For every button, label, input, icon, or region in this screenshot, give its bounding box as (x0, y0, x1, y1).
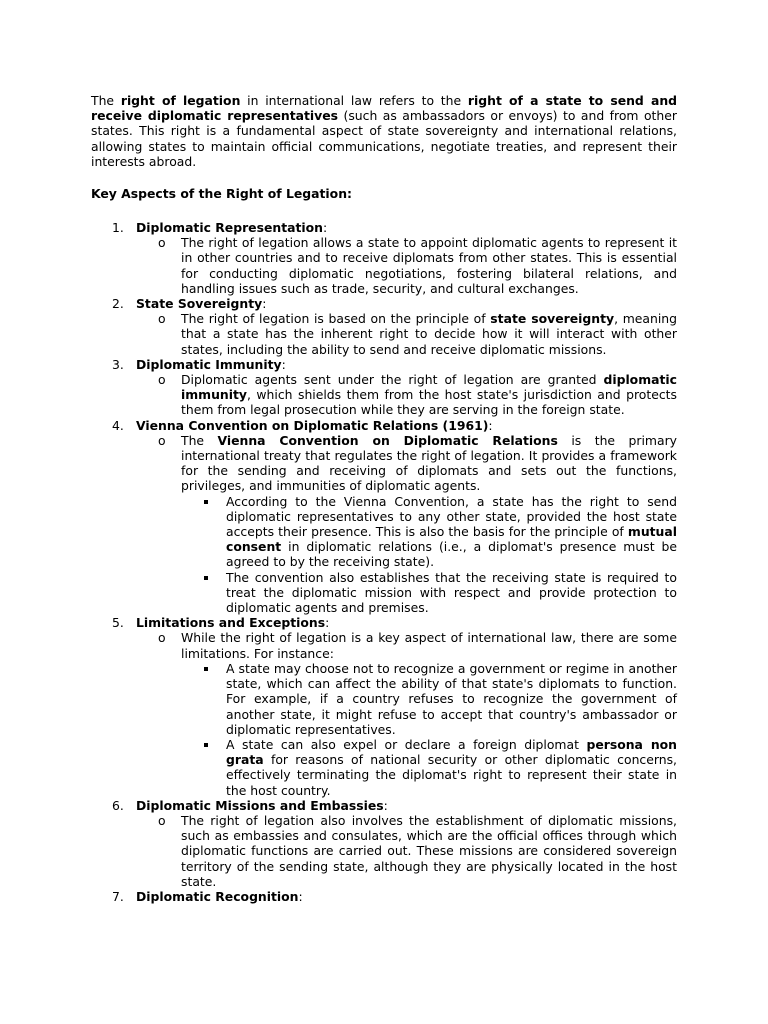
item-colon: : (383, 797, 388, 813)
sub-item-text: The right of legation is based on the principle of (181, 311, 491, 327)
item-colon: : (281, 356, 286, 372)
item-title: Vienna Convention on Diplomatic Relations (1961) (136, 417, 489, 433)
circle-bullet-icon: o (158, 432, 166, 448)
item-colon: : (262, 296, 267, 312)
sub-item (136, 372, 677, 418)
item-number: 7. (112, 888, 124, 904)
sub-item-text: The right of legation allows a state to appoint diplomatic agents to represent it in other countries and to receive diplomats from other states. This is essential for conducting diplomatic negotiations, fostering bilateral relations, and handling issues such as trade, security, and cultural exchanges. (181, 235, 677, 296)
sub-sub-item-text: According to the Vienna Convention, a state has the right to send diplomatic representatives to any other state, provided the host state accepts their presence. This is also the basis for the principle of (226, 493, 677, 540)
square-bullet-icon (204, 500, 208, 504)
intro-text: The (91, 93, 121, 108)
sub-item (136, 630, 677, 797)
intro-text: in international law refers to the (240, 93, 468, 108)
list-item-vienna-convention (91, 418, 677, 616)
item-colon: : (488, 417, 493, 433)
list-item-diplomatic-immunity (91, 357, 677, 418)
list-item-diplomatic-recognition (91, 889, 677, 904)
sub-item (136, 433, 677, 615)
circle-bullet-icon: o (158, 311, 166, 327)
sub-sub-item (181, 661, 677, 737)
square-bullet-icon (204, 576, 208, 580)
sub-sub-item-text: for reasons of national security or other diplomatic concerns, effectively terminating the diplomat's right to represent their state in the host country. (226, 752, 677, 798)
item-number: 2. (112, 296, 124, 312)
sub-list (136, 433, 677, 615)
sub-sub-item-text: A state may choose not to recognize a government or regime in another state, which can affect the ability of that state's diplomats to function. For example, if a country refuses to recognize the government of another state, it might refuse to accept that country's ambassador or diplomatic representatives. (226, 660, 677, 737)
item-title: Diplomatic Missions and Embassies (136, 797, 384, 813)
intro-bold-definition: right of a state to send and receive diplomatic representatives (91, 93, 678, 124)
list-item-state-sovereignty (91, 296, 677, 357)
sub-item-text: The right of legation also involves the establishment of diplomatic missions, such as embassies and consulates, which are the official offices through which diplomatic functions are carried out. These missions are considered sovereign territory of the sending state, although they are physically located in the host state. (181, 812, 677, 889)
sub-sub-item-text: in diplomatic relations (i.e., a diplomat's presence must be agreed to by the receiving state). (226, 539, 677, 570)
section-heading: Key Aspects of the Right of Legation: (91, 186, 352, 201)
sub-sub-list (181, 494, 677, 616)
intro-paragraph (91, 93, 677, 169)
circle-bullet-icon: o (158, 235, 166, 251)
sub-list (136, 813, 677, 889)
sub-sub-item-text: The convention also establishes that the receiving state is required to treat the diplomatic mission with respect and provide protection to diplomatic agents and premises. (226, 569, 677, 616)
sub-sub-item-text: A state can also expel or declare a foreign diplomat (226, 736, 587, 752)
sub-item-text: While the right of legation is a key aspect of international law, there are some limitations. For instance: (181, 630, 677, 661)
sub-list (136, 235, 677, 296)
key-aspects-list (91, 220, 677, 904)
sub-sub-item (181, 494, 677, 570)
sub-item-bold: state sovereignty (490, 311, 615, 327)
item-number: 4. (112, 417, 124, 433)
circle-bullet-icon: o (158, 630, 166, 646)
item-number: 6. (112, 797, 124, 813)
item-number: 3. (112, 356, 124, 372)
square-bullet-icon (204, 743, 208, 747)
item-title: Limitations and Exceptions (136, 615, 326, 631)
sub-item-text: , which shields them from the host state's jurisdiction and protects them from legal prosecution while they are serving in the foreign state. (181, 387, 677, 418)
list-item-diplomatic-missions (91, 798, 677, 889)
sub-sub-list (181, 661, 677, 798)
item-colon: : (322, 220, 328, 235)
item-colon: : (325, 615, 330, 631)
sub-item (136, 813, 677, 889)
intro-bold-term: right of legation (120, 93, 241, 108)
list-item-limitations (91, 615, 677, 797)
sub-list (136, 372, 677, 418)
item-number: 5. (112, 615, 124, 631)
circle-bullet-icon: o (158, 372, 166, 388)
item-number: 1. (112, 220, 124, 235)
item-title: Diplomatic Recognition (136, 888, 299, 904)
square-bullet-icon (204, 667, 208, 671)
sub-list (136, 311, 677, 357)
sub-item (136, 235, 677, 296)
circle-bullet-icon: o (158, 812, 166, 828)
sub-item-bold: diplomatic immunity (181, 372, 677, 403)
sub-item (136, 311, 677, 357)
item-colon: : (298, 888, 303, 904)
sub-item-text: is the primary international treaty that regulates the right of legation. It provides a framework for the sending and receiving of diplomats and sets out the functions, privileges, and immunities of diplomatic agents. (181, 432, 678, 494)
sub-item-text: , meaning that a state has the inherent right to decide how it will interact with other states, including the ability to send and receive diplomatic missions. (181, 311, 677, 357)
sub-item-text: The (181, 432, 218, 448)
sub-list (136, 630, 677, 797)
item-title: Diplomatic Immunity (136, 356, 282, 372)
sub-sub-item (181, 570, 677, 616)
item-title: State Sovereignty (136, 296, 263, 312)
sub-sub-item-bold: persona non grata (226, 736, 677, 768)
sub-sub-item-bold: mutual consent (226, 524, 677, 555)
intro-text: (such as ambassadors or envoys) to and from other states. This right is a fundamental aspect of state sovereignty and international relations, allowing states to maintain official communications, negotiate treaties, and represent their interests abroad. (91, 108, 677, 169)
sub-sub-item (181, 737, 677, 798)
list-item-diplomatic-representation (91, 220, 677, 296)
item-title: Diplomatic Representation (136, 220, 323, 235)
sub-item-text: Diplomatic agents sent under the right of legation are granted (181, 372, 604, 388)
sub-item-bold: Vienna Convention on Diplomatic Relations (217, 432, 558, 448)
